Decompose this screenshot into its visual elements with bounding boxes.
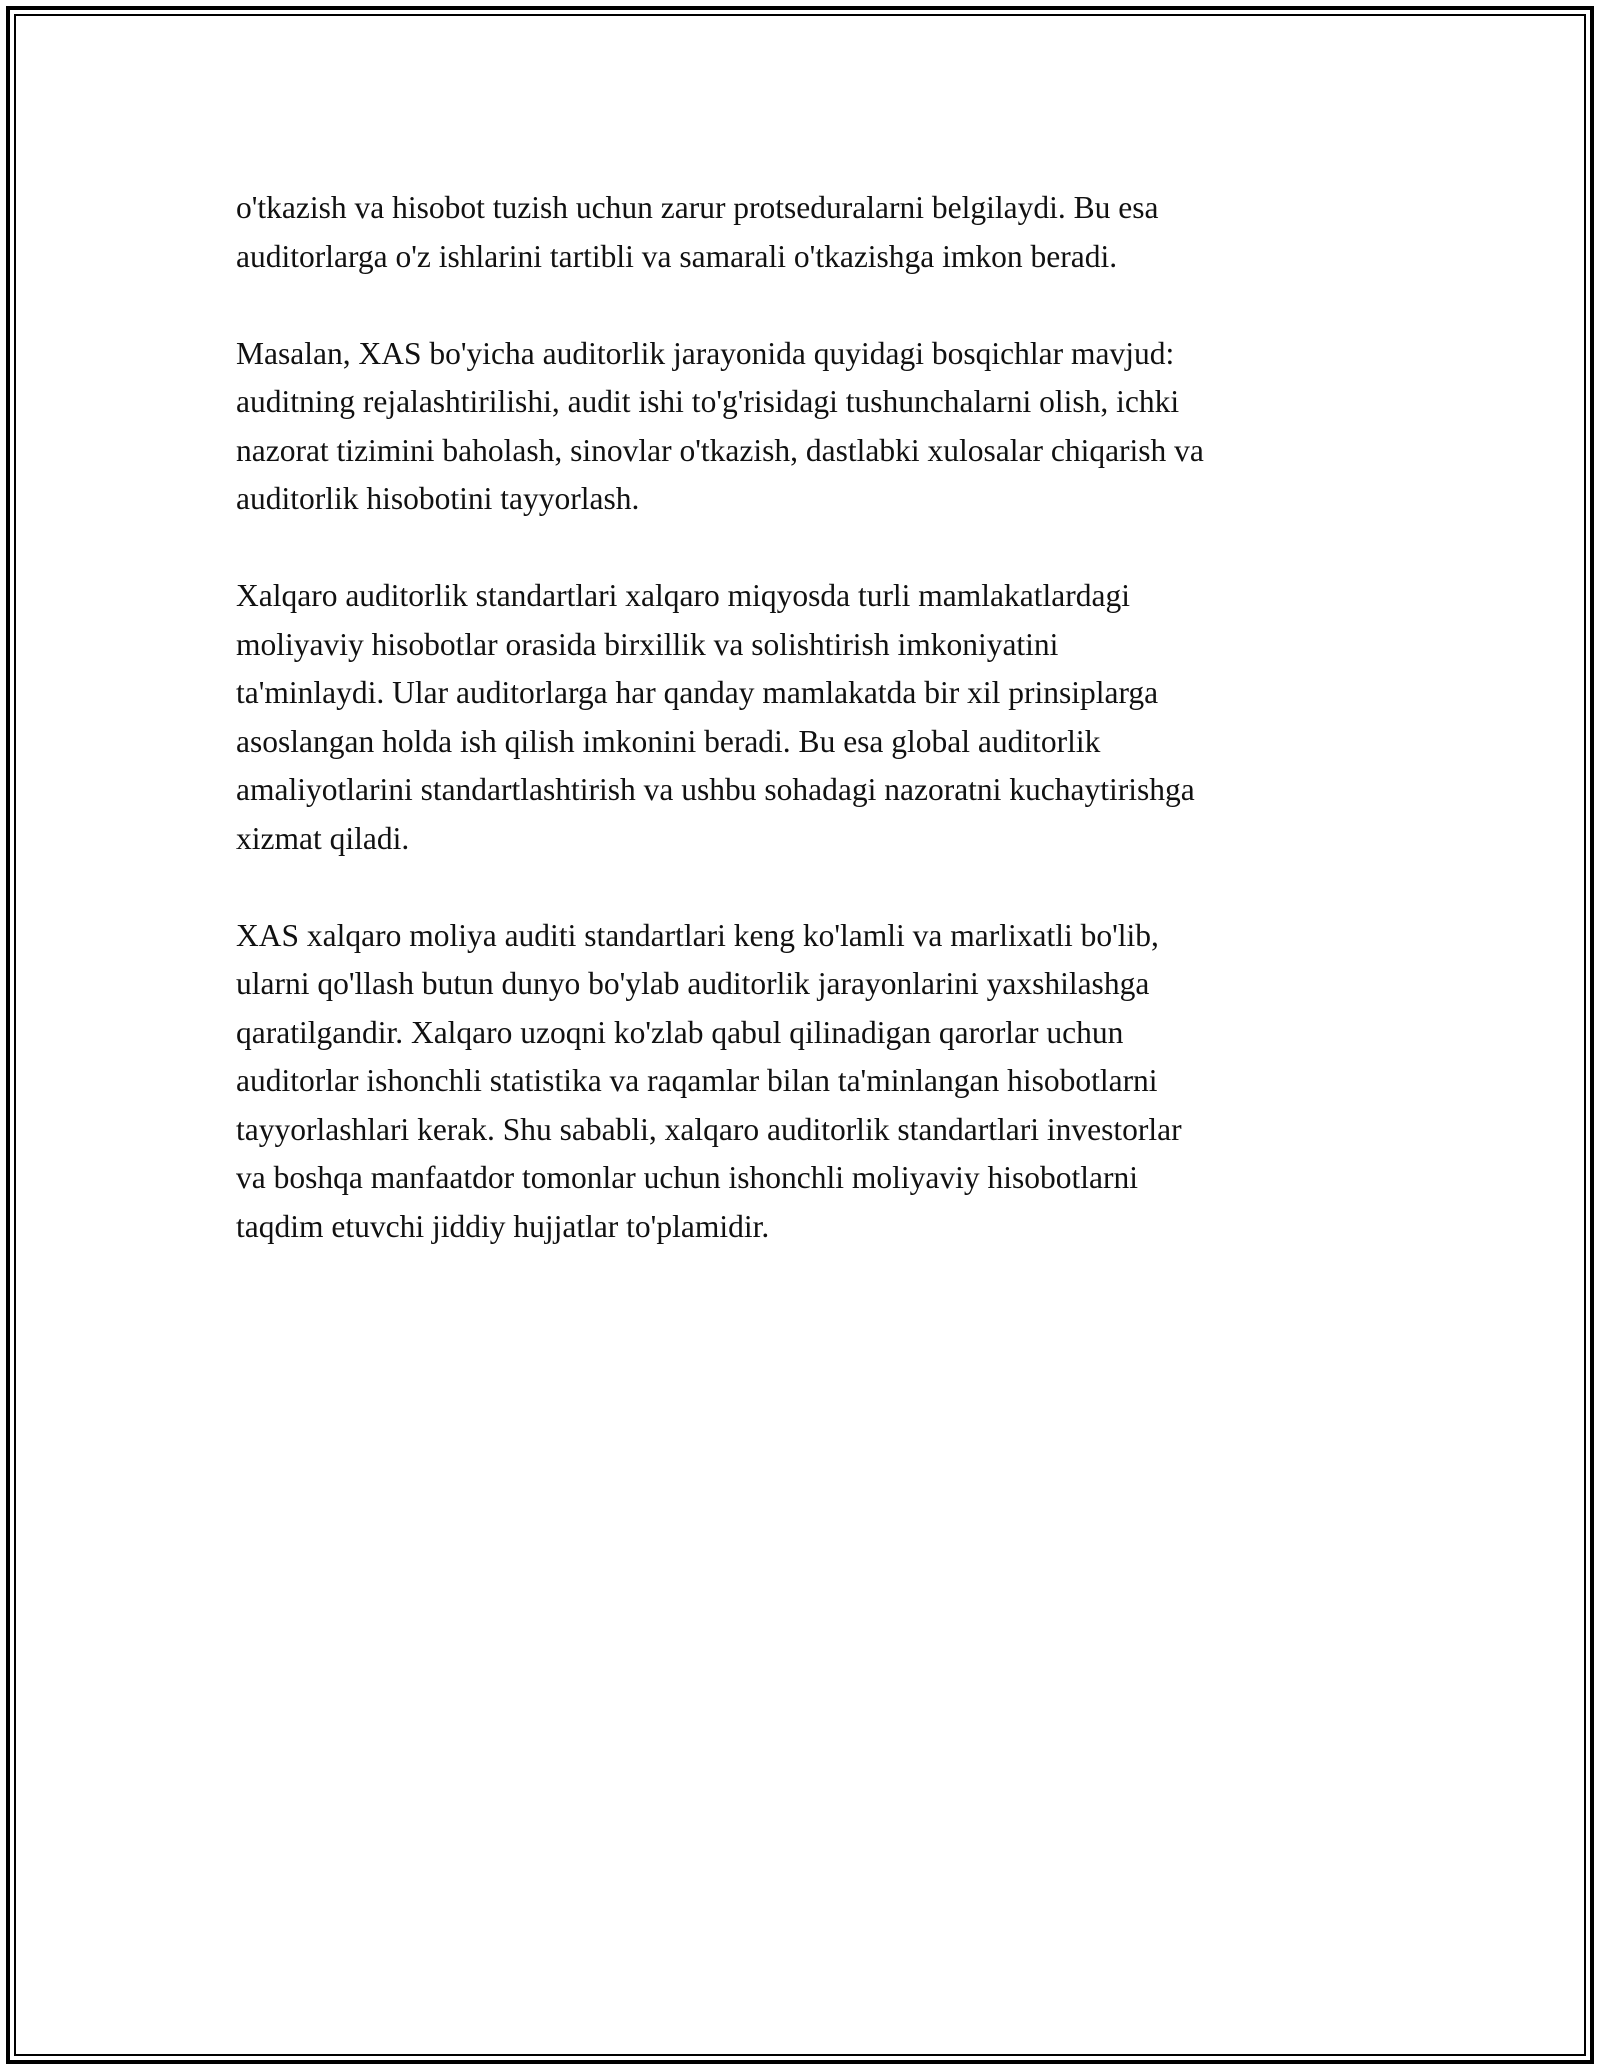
text-line: asoslangan holda ish qilish imkonini beradi. Bu esa global auditorlik <box>236 723 1101 759</box>
text-line: amaliyotlarini standartlashtirish va ushbu sohadagi nazoratni kuchaytirishga <box>236 772 1195 807</box>
text-line: va boshqa manfaatdor tomonlar uchun ishonchli moliyaviy hisobotlarni <box>236 1160 1138 1195</box>
text-line: nazorat tizimini baholash, sinovlar o'tkazish, dastlabki xulosalar chiqarish va <box>236 432 1204 468</box>
paragraph <box>236 184 1376 281</box>
text-line: o'tkazish va hisobot tuzish uchun zarur protseduralarni belgilaydi. Bu esa <box>236 190 1159 225</box>
text-line: Masalan, XAS bo'yicha auditorlik jarayonida quyidagi bosqichlar mavjud: <box>236 335 1175 371</box>
document-body <box>236 184 1376 1300</box>
text-line: auditning rejalashtirilishi, audit ishi to'g'risidagi tushunchalarni olish, ichki <box>236 384 1180 419</box>
paragraph <box>236 330 1376 524</box>
paragraph <box>236 572 1376 863</box>
text-line: xizmat qiladi. <box>236 820 410 856</box>
text-line: Xalqaro auditorlik standartlari xalqaro miqyosda turli mamlakatlardagi <box>236 578 1130 613</box>
text-line: ta'minlaydi. Ular auditorlarga har qanday mamlakatda bir xil prinsiplarga <box>236 675 1159 710</box>
text-line: ularni qo'llash butun dunyo bo'ylab auditorlik jarayonlarini yaxshilashga <box>236 966 1150 1001</box>
paragraph <box>236 912 1376 1252</box>
text-line: taqdim etuvchi jiddiy hujjatlar to'plamidir. <box>236 1208 770 1244</box>
text-line: qaratilgandir. Xalqaro uzoqni ko'zlab qabul qilinadigan qarorlar uchun <box>236 1014 1124 1050</box>
text-line: auditorlik hisobotini tayyorlash. <box>236 481 640 516</box>
text-line: XAS xalqaro moliya auditi standartlari keng ko'lamli va marlixatli bo'lib, <box>236 917 1159 953</box>
text-line: moliyaviy hisobotlar orasida birxillik va solishtirish imkoniyatini <box>236 626 1059 662</box>
text-line: auditorlarga o'z ishlarini tartibli va samarali o'tkazishga imkon beradi. <box>236 238 1118 274</box>
text-line: tayyorlashlari kerak. Shu sababli, xalqaro auditorlik standartlari investorlar <box>236 1111 1182 1147</box>
text-line: auditorlar ishonchli statistika va raqamlar bilan ta'minlangan hisobotlarni <box>236 1063 1158 1098</box>
